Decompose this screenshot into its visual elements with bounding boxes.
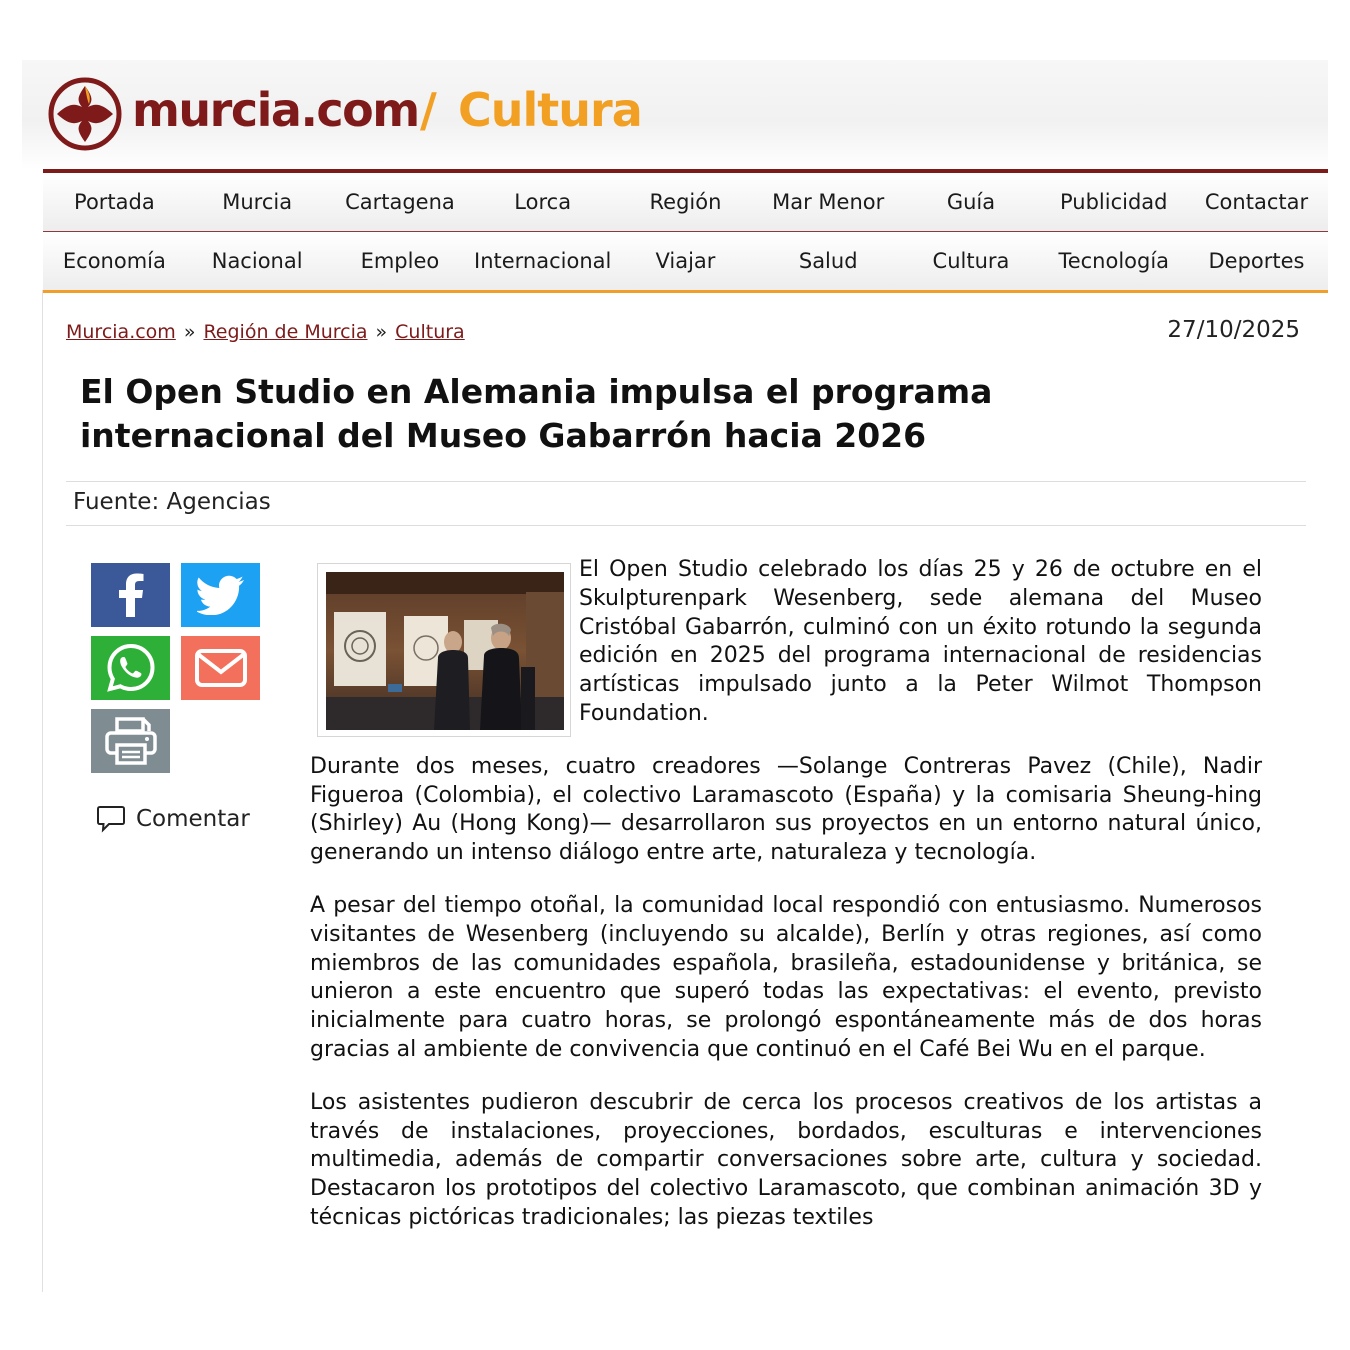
nav-item-lorca[interactable]: Lorca [514,190,572,214]
speech-bubble-icon [96,805,126,833]
main-navigation [43,169,1328,293]
print-button[interactable] [91,709,170,773]
comment-label: Comentar [136,806,250,832]
divider [66,481,1306,482]
nav-item-portada[interactable]: Portada [74,190,155,214]
nav-item-contactar[interactable]: Contactar [1204,190,1309,214]
logo-icon[interactable] [48,77,122,151]
breadcrumb-link-home[interactable]: Murcia.com [66,321,176,343]
article-source: Fuente: Agencias [73,489,271,515]
logo-separator: / [420,83,437,137]
page-left-border [42,290,43,1292]
share-email-button[interactable] [181,636,260,700]
comment-link[interactable] [96,805,250,833]
nav-item-viajar[interactable]: Viajar [655,249,716,273]
nav-row-primary [43,173,1328,231]
breadcrumb-link-cultura[interactable]: Cultura [395,321,465,343]
nav-item-nacional[interactable]: Nacional [211,249,303,273]
share-twitter-button[interactable] [181,563,260,627]
site-name[interactable]: murcia.com [132,83,419,137]
nav-row-secondary [43,232,1328,290]
facebook-icon [116,573,146,617]
article-paragraph: Los asistentes pudieron descubrir de cerca los procesos creativos de los artistas a través de instalaciones, proyecciones, bordados, esculturas e intervenciones multimedia, además de compartir conversaciones sobre arte, cultura y sociedad. Destacaron los prototipos del colectivo Laramascoto, que combinan animación 3D y técnicas pictóricas tradicionales; las piezas textiles [310,1089,1262,1230]
share-whatsapp-button[interactable] [91,636,170,700]
article-paragraph: Durante dos meses, cuatro creadores —Solange Contreras Pavez (Chile), Nadir Figueroa (Colombia), el colectivo Laramascoto (España) y la comisaria Sheung-hing (Shirley) Au (Hong Kong)— desarrollaron sus proyectos en un entorno natural único, generando un intenso diálogo entre arte, naturaleza y tecnología. [310,753,1262,866]
breadcrumb-separator: » [375,321,388,343]
article-date: 27/10/2025 [1167,317,1300,343]
nav-item-murcia[interactable]: Murcia [222,190,293,214]
section-name[interactable]: Cultura [458,83,642,137]
nav-item-guia[interactable]: Guía [946,190,996,214]
page [22,60,1328,1292]
nav-item-mar-menor[interactable]: Mar Menor [772,190,885,214]
nav-item-internacional[interactable]: Internacional [474,249,612,273]
breadcrumb [66,321,465,343]
print-icon [105,717,157,765]
nav-item-region[interactable]: Región [649,190,722,214]
nav-item-economia[interactable]: Economía [62,249,166,273]
breadcrumb-separator: » [183,321,196,343]
article-paragraph: A pesar del tiempo otoñal, la comunidad local respondió con entusiasmo. Numerosos visitantes de Wesenberg (incluyendo su alcalde), Berlín y otras regiones, así como miembros de las comunidades española, brasileña, estadounidense y británica, se unieron a este encuentro que superó todas las expectativas: el evento, previsto inicialmente para cuatro horas, se prolongó espontáneamente más de dos horas gracias al ambiente de convivencia que continuó en el Café Bei Wu en el parque. [310,892,1262,1062]
divider [66,525,1306,526]
article-paragraph: El Open Studio celebrado los días 25 y 26 de octubre en el Skulpturenpark Wesenberg, sede alemana del Museo Cristóbal Gabarrón, culminó con un éxito rotundo la segunda edición en 2025 del programa internacional de residencias artísticas impulsado junto a la Peter Wilmot Thompson Foundation. [579,557,1262,726]
article-title: El Open Studio en Alemania impulsa el programa internacional del Museo Gabarrón hacia 2026 [80,372,993,455]
breadcrumb-link-region[interactable]: Región de Murcia [203,321,368,343]
email-icon [195,649,247,687]
site-header [22,60,1328,170]
nav-item-empleo[interactable]: Empleo [360,249,440,273]
share-facebook-button[interactable] [91,563,170,627]
twitter-icon [197,575,245,615]
nav-item-deportes[interactable]: Deportes [1208,249,1305,273]
whatsapp-icon [106,643,156,693]
nav-item-publicidad[interactable]: Publicidad [1059,190,1168,214]
nav-bottom-border [43,290,1328,293]
article-body [310,556,1262,1257]
nav-item-tecnologia[interactable]: Tecnología [1058,249,1170,273]
nav-item-salud[interactable]: Salud [798,249,858,273]
nav-item-cultura[interactable]: Cultura [932,249,1010,273]
nav-item-cartagena[interactable]: Cartagena [345,190,455,214]
